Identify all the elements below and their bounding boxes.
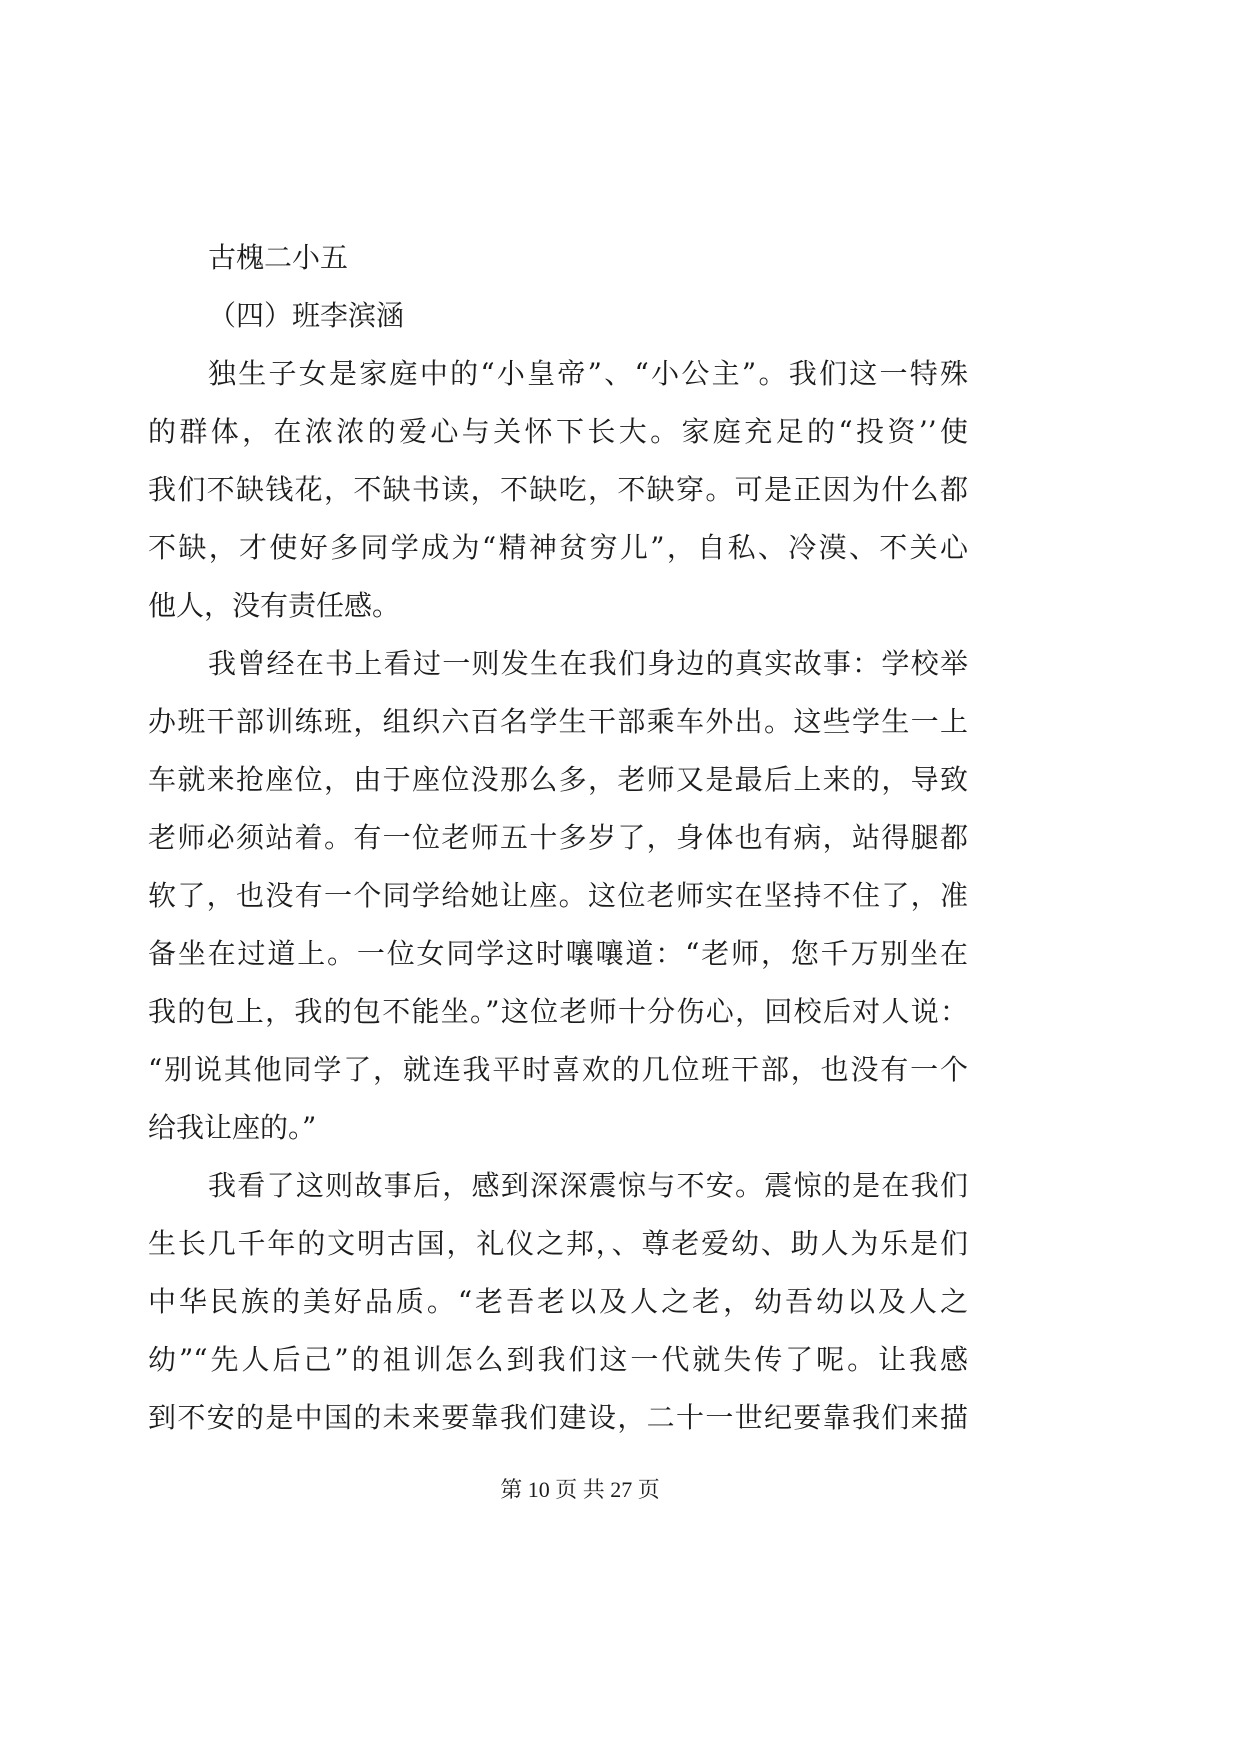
paragraph: [148, 635, 968, 1157]
text-line: 的群体，在浓浓的爱心与关怀下长大。家庭充足的“投资’’使: [148, 415, 968, 448]
text-line: 办班干部训练班，组织六百名学生干部乘车外出。这些学生一上: [148, 705, 968, 738]
text-line: 他人，没有责任感。: [148, 589, 401, 622]
text-line: 老师必须站着。有一位老师五十多岁了，身体也有病，站得腿都: [148, 821, 968, 854]
text-line: 独生子女是家庭中的“小皇帝”、“小公主”。我们这一特殊: [208, 357, 968, 390]
paragraph: [148, 1157, 968, 1447]
text-line: 我们不缺钱花，不缺书读，不缺吃，不缺穿。可是正因为什么都: [148, 473, 968, 506]
text-line: 给我让座的。”: [148, 1111, 317, 1144]
page-footer: 第 10 页 共 27 页: [500, 1477, 660, 1502]
text-line: 到不安的是中国的未来要靠我们建设，二十一世纪要靠我们来描: [148, 1401, 968, 1434]
text-line: 备坐在过道上。一位女同学这时嚷嚷道：“老师，您千万别坐在: [148, 937, 968, 970]
text-line: 我的包上，我的包不能坐。”这位老师十分伤心，回校后对人说：: [148, 995, 968, 1028]
document-body: [148, 229, 968, 1447]
text-line: 车就来抢座位，由于座位没那么多，老师又是最后上来的，导致: [148, 763, 968, 796]
text-line: 不缺，才使好多同学成为“精神贫穷儿”，自私、冷漠、不关心: [148, 531, 968, 564]
document-author-line: （四）班李滨涵: [208, 299, 405, 332]
document-school-line: 古槐二小五: [208, 241, 349, 274]
text-line: 生长几千年的文明古国，礼仪之邦，、尊老爱幼、助人为乐是们: [148, 1227, 968, 1260]
text-line: 幼”“先人后己”的祖训怎么到我们这一代就失传了呢。让我感: [148, 1343, 968, 1376]
paragraph: [148, 345, 968, 635]
text-line: 软了，也没有一个同学给她让座。这位老师实在坚持不住了，准: [148, 879, 968, 912]
text-line: “别说其他同学了，就连我平时喜欢的几位班干部，也没有一个: [148, 1053, 968, 1086]
text-line: 中华民族的美好品质。“老吾老以及人之老，幼吾幼以及人之: [148, 1285, 968, 1318]
text-line: 我曾经在书上看过一则发生在我们身边的真实故事：学校举: [208, 647, 968, 680]
text-line: 我看了这则故事后，感到深深震惊与不安。震惊的是在我们: [208, 1169, 968, 1202]
